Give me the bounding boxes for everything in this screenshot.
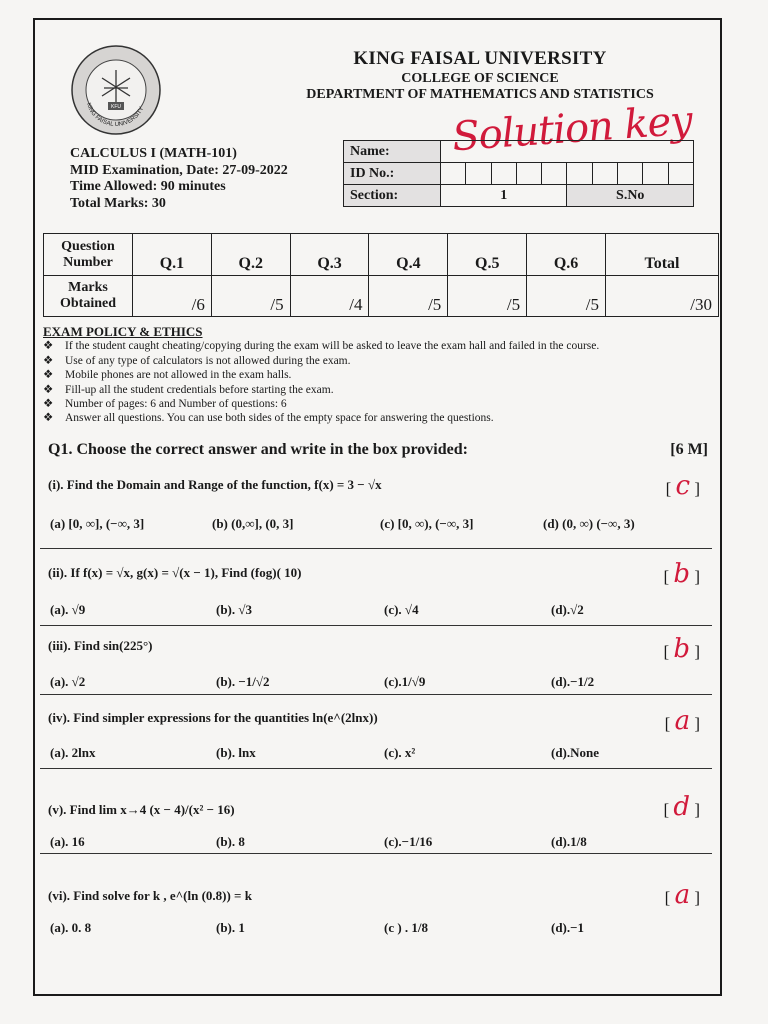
policy-item: ❖ Mobile phones are not allowed in the exam halls. — [43, 369, 292, 382]
option-d: (d).None — [551, 745, 600, 760]
total-marks: Total Marks: 30 — [70, 195, 166, 211]
answer-iv: a — [674, 706, 691, 736]
id-digit-box[interactable] — [516, 163, 541, 185]
option-c: (c).−1/16 — [384, 834, 433, 849]
option-a: (a). 2lnx — [50, 745, 96, 760]
department-name: DEPARTMENT OF MATHEMATICS AND STATISTICS — [306, 87, 654, 102]
option-d: (d) (0, ∞) (−∞, 3) — [543, 516, 635, 531]
divider — [40, 768, 712, 769]
col-q1: Q.1 — [133, 234, 212, 276]
policy-item: ❖ Fill-up all the student credentials before starting the exam. — [43, 383, 334, 396]
question-number-header: Question Number — [44, 234, 133, 276]
col-q6: Q.6 — [527, 234, 606, 276]
question-i — [48, 471, 708, 501]
q1-marks: [6 M] — [670, 441, 708, 458]
handwritten-solution-key: Solution key — [450, 97, 694, 161]
id-digit-box[interactable] — [491, 163, 516, 185]
id-label: ID No.: — [344, 163, 441, 185]
diamond-bullet-icon: ❖ — [43, 398, 54, 411]
policy-item: ❖ Number of pages: 6 and Number of questions: 6 — [43, 398, 287, 411]
policy-item: ❖ Answer all questions. You can use both sides of the empty space for answering the questions. — [43, 412, 494, 425]
id-digit-box[interactable] — [542, 163, 567, 185]
id-digit-box[interactable] — [643, 163, 668, 185]
question-i-text: (i). Find the Domain and Range of the function, f(x) = 3 − √x — [48, 477, 382, 492]
question-ii — [48, 559, 708, 589]
divider — [40, 548, 712, 549]
question-vi — [48, 880, 708, 910]
diamond-bullet-icon: ❖ — [43, 412, 54, 425]
college-name: COLLEGE OF SCIENCE — [401, 71, 559, 86]
name-label: Name: — [344, 141, 441, 163]
exam-policy — [43, 325, 599, 426]
logo-badge: KFU — [111, 104, 121, 110]
option-b: (b). √3 — [216, 602, 253, 617]
question-vi-text: (vi). Find solve for k , e^(ln (0.8)) = k — [48, 888, 252, 903]
mark-q5[interactable]: /5 — [448, 276, 527, 317]
id-digit-box[interactable] — [567, 163, 592, 185]
answer-box-ii[interactable]: [ b ] — [663, 559, 700, 589]
answer-box-v[interactable]: [ d ] — [663, 792, 700, 822]
option-a: (a) [0, ∞], (−∞, 3] — [50, 516, 145, 531]
answer-i: c — [675, 471, 691, 501]
answer-box-iii[interactable]: [ b ] — [663, 634, 700, 664]
divider — [40, 853, 712, 854]
col-total: Total — [606, 234, 719, 276]
course-title: CALCULUS I (MATH-101) — [70, 146, 237, 161]
question-iv-text: (iv). Find simpler expressions for the quantities ln(e^(2lnx)) — [48, 710, 378, 725]
answer-iii: b — [673, 634, 691, 664]
option-c: (c ) . 1/8 — [384, 920, 429, 935]
option-a: (a). 16 — [50, 834, 85, 849]
col-q3: Q.3 — [290, 234, 369, 276]
section-value: 1 — [441, 185, 567, 207]
id-digit-box[interactable] — [466, 163, 491, 185]
course-info — [70, 146, 288, 212]
diamond-bullet-icon: ❖ — [43, 340, 54, 353]
question-ii-text: (ii). If f(x) = √x, g(x) = √(x − 1), Find (fog)( 10) — [48, 565, 302, 580]
col-q4: Q.4 — [369, 234, 448, 276]
answer-v: d — [673, 792, 691, 822]
sno-label: S.No — [567, 185, 694, 207]
exam-date: MID Examination, Date: 27-09-2022 — [70, 162, 288, 178]
q1-title: Q1. Choose the correct answer and write in the box provided: — [48, 441, 468, 458]
section-label: Section: — [344, 185, 441, 207]
option-a: (a). √2 — [50, 674, 86, 689]
divider — [40, 625, 712, 626]
university-logo — [70, 44, 162, 136]
policy-item: ❖ If the student caught cheating/copying during the exam will be asked to leave the exam hall and failed in the course. — [43, 340, 600, 353]
col-q2: Q.2 — [211, 234, 290, 276]
option-d: (d).−1/2 — [551, 674, 595, 689]
mark-total[interactable]: /30 — [606, 276, 719, 317]
option-b: (b). lnx — [216, 745, 256, 760]
option-b: (b). 8 — [216, 834, 245, 849]
name-field[interactable] — [441, 141, 694, 163]
question-iii — [48, 634, 708, 664]
diamond-bullet-icon: ❖ — [43, 369, 54, 382]
id-digit-box[interactable] — [668, 163, 693, 185]
question-v — [48, 792, 708, 822]
answer-ii: b — [673, 559, 691, 589]
university-header — [290, 48, 670, 103]
option-d: (d).1/8 — [551, 834, 587, 849]
option-c: (c). √4 — [384, 602, 419, 617]
option-a: (a). √9 — [50, 602, 86, 617]
logo-text: KING FAISAL UNIVERSITY — [84, 102, 146, 129]
option-b: (b). −1/√2 — [216, 674, 270, 689]
option-c: (c).1/√9 — [384, 674, 426, 689]
mark-q3[interactable]: /4 — [290, 276, 369, 317]
diamond-bullet-icon: ❖ — [43, 354, 54, 367]
mark-q2[interactable]: /5 — [211, 276, 290, 317]
time-allowed: Time Allowed: 90 minutes — [70, 179, 226, 194]
policy-heading: EXAM POLICY & ETHICS — [43, 324, 203, 339]
option-a: (a). 0. 8 — [50, 920, 92, 935]
answer-box-i[interactable]: [ c ] — [665, 471, 700, 501]
option-c: (c). x² — [384, 745, 416, 760]
question-v-text: (v). Find lim x→4 (x − 4)/(x² − 16) — [48, 802, 235, 817]
divider — [40, 694, 712, 695]
q1-heading — [48, 441, 708, 459]
id-digit-box[interactable] — [441, 163, 466, 185]
option-d: (d).√2 — [551, 602, 584, 617]
mark-q6[interactable]: /5 — [527, 276, 606, 317]
answer-box-vi[interactable]: [ a ] — [664, 880, 700, 910]
answer-vi: a — [674, 880, 691, 910]
option-b: (b). 1 — [216, 920, 245, 935]
question-iii-text: (iii). Find sin(225°) — [48, 638, 153, 653]
option-b: (b) (0,∞], (0, 3] — [212, 516, 294, 531]
marks-table — [43, 233, 719, 317]
marks-obtained-header: Marks Obtained — [44, 276, 133, 317]
option-c: (c) [0, ∞), (−∞, 3] — [380, 516, 474, 531]
mark-q4[interactable]: /5 — [369, 276, 448, 317]
id-digit-box[interactable] — [592, 163, 617, 185]
student-id-box — [343, 140, 694, 207]
answer-box-iv[interactable]: [ a ] — [664, 706, 700, 736]
col-q5: Q.5 — [448, 234, 527, 276]
option-d: (d).−1 — [551, 920, 585, 935]
diamond-bullet-icon: ❖ — [43, 383, 54, 396]
question-iv — [48, 706, 708, 736]
university-name: KING FAISAL UNIVERSITY — [353, 48, 607, 69]
id-digit-box[interactable] — [618, 163, 643, 185]
mark-q1[interactable]: /6 — [133, 276, 212, 317]
policy-item: ❖ Use of any type of calculators is not allowed during the exam. — [43, 354, 351, 367]
